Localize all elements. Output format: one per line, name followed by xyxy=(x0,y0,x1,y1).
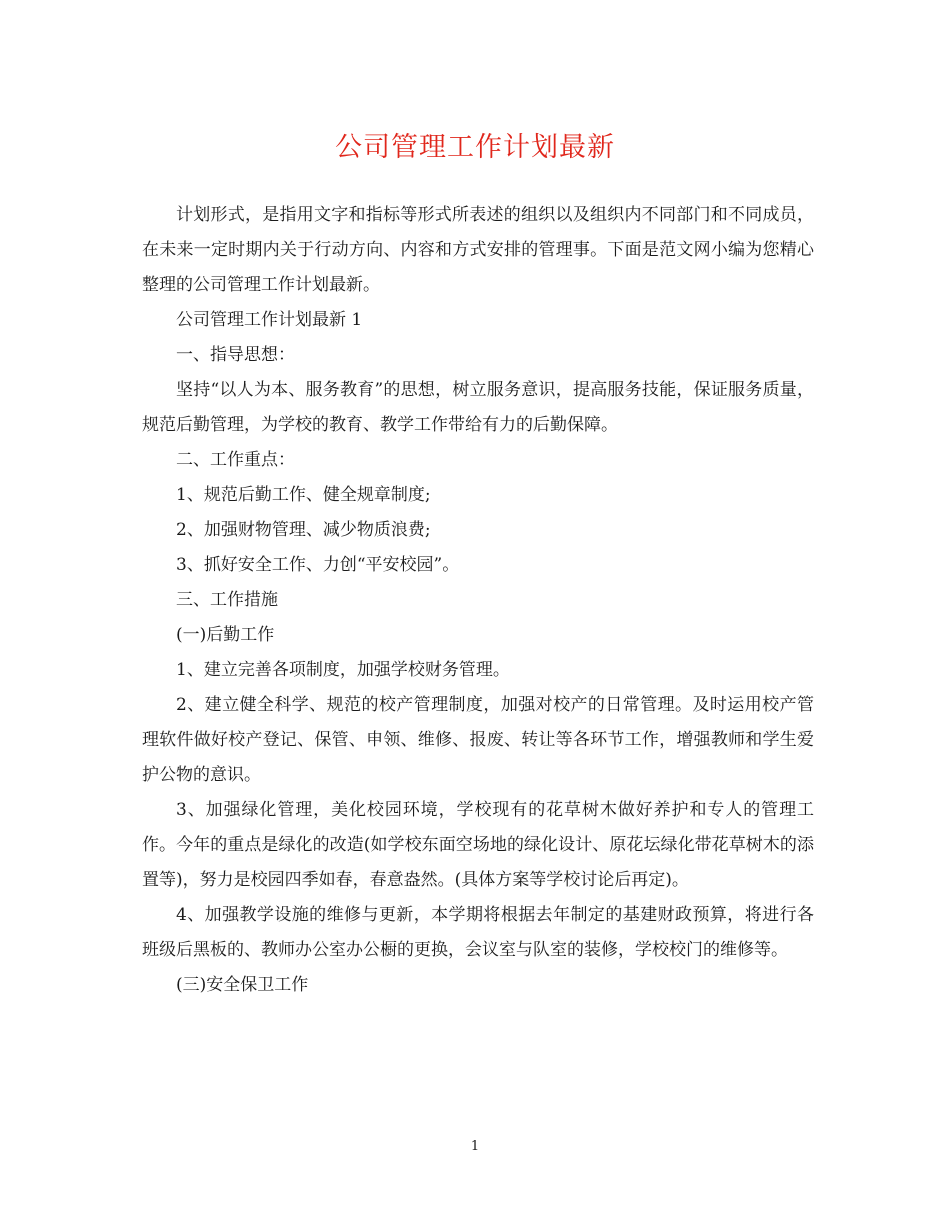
paragraph-heading-measures: 三、工作措施 xyxy=(176,590,278,610)
paragraph-measure-1: 1、建立完善各项制度，加强学校财务管理。 xyxy=(176,660,510,680)
paragraph-focus-1: 1、规范后勤工作、健全规章制度; xyxy=(176,485,431,505)
paragraph-focus-2: 2、加强财物管理、减少物质浪费; xyxy=(176,520,431,540)
paragraph-measure-3: 3、加强绿化管理，美化校园环境，学校现有的花草树木做好养护和专人的管理工作。今年的重点是绿化的改造(如学校东面空场地的绿化设计、原花坛绿化带花草树木的添置等)，努力是校园四季如春，春意盎然。(具体方案等学校讨论后再定)。 xyxy=(142,800,814,890)
document-body xyxy=(142,198,814,1003)
paragraph-heading-focus: 二、工作重点： xyxy=(176,450,295,470)
paragraph-section-heading: 公司管理工作计划最新 1 xyxy=(176,310,363,330)
document-title: 公司管理工作计划最新 xyxy=(335,132,615,163)
page-number: 1 xyxy=(470,1139,480,1154)
paragraph-focus-3: 3、抓好安全工作、力创“平安校园”。 xyxy=(176,555,460,575)
paragraph-heading-guiding-thought: 一、指导思想： xyxy=(176,345,295,365)
paragraph-subheading-security: (三)安全保卫工作 xyxy=(176,975,309,995)
paragraph-intro: 计划形式，是指用文字和指标等形式所表述的组织以及组织内不同部门和不同成员，在未来一定时期内关于行动方向、内容和方式安排的管理事。下面是范文网小编为您精心整理的公司管理工作计划最新。 xyxy=(142,205,814,295)
paragraph-subheading-logistics: (一)后勤工作 xyxy=(176,625,275,645)
paragraph-guiding-thought: 坚持“以人为本、服务教育”的思想，树立服务意识，提高服务技能，保证服务质量，规范后勤管理，为学校的教育、教学工作带给有力的后勤保障。 xyxy=(142,380,814,435)
paragraph-measure-4: 4、加强教学设施的维修与更新，本学期将根据去年制定的基建财政预算，将进行各班级后黑板的、教师办公室办公橱的更换，会议室与队室的装修，学校校门的维修等。 xyxy=(142,905,814,960)
paragraph-measure-2: 2、建立健全科学、规范的校产管理制度，加强对校产的日常管理。及时运用校产管理软件做好校产登记、保管、申领、维修、报废、转让等各环节工作，增强教师和学生爱护公物的意识。 xyxy=(142,695,814,785)
